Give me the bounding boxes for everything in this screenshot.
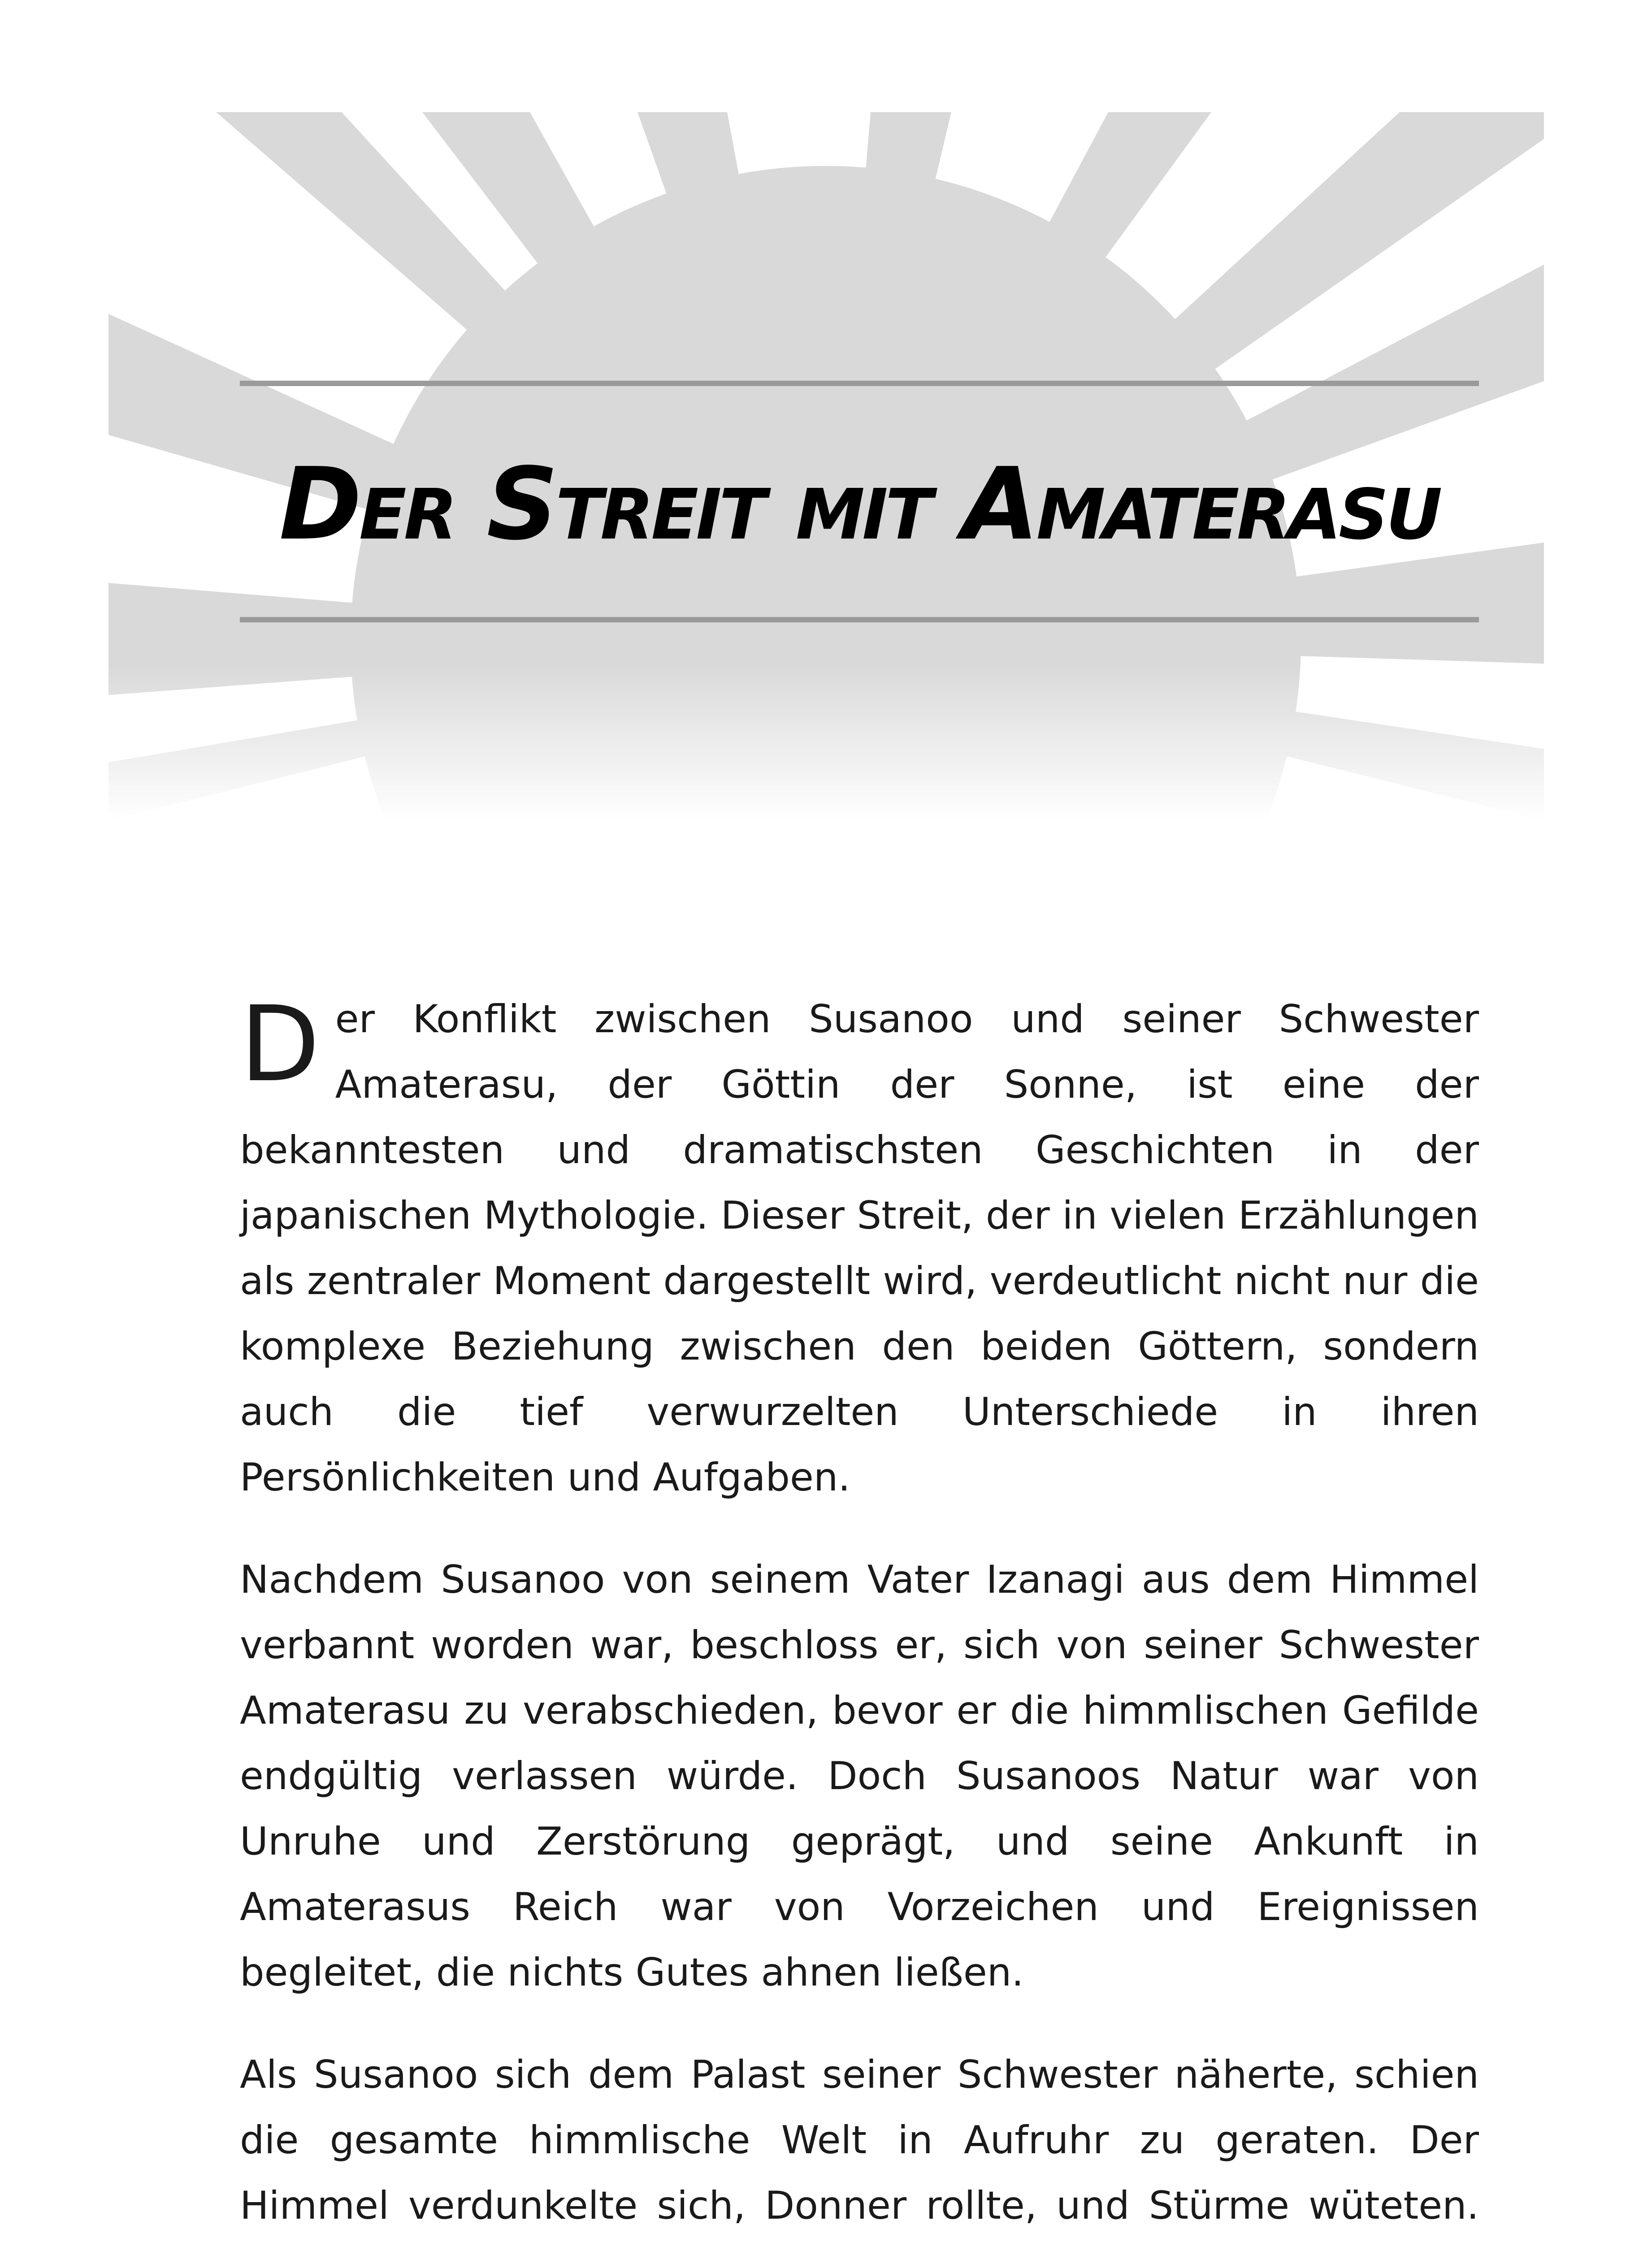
chapter-title: Der Streit mit Amaterasu [279,447,1440,562]
title-rule-bottom [240,617,1479,622]
paragraph-2: Nachdem Susanoo von seinem Vater Izanagi aus dem Himmel verbannt worden war, beschloss er, sich von seiner Schwester Amaterasu zu verabschieden, bevor er die himmlischen Gefilde endgültig verlassen würde. Doch Susanoos Natur war von Unruhe und Zerstörung geprägt, und seine Ankunft in Amaterasus Reich war von Vorzeichen und Ereignissen begleitet, die nichts Gutes ahnen ließen. [240,1557,1479,1995]
chapter-body [240,986,1479,2242]
paragraph-1 [240,986,1479,1510]
title-rule-top [240,381,1479,386]
paragraph-1-text: er Konflikt zwischen Susanoo und seiner Schwester Amaterasu, der Göttin der Sonne, ist eine der bekanntesten und dramatischsten Geschichten in der japanischen Mythologie. Dieser Streit, der in vielen Erzählungen als zentraler Moment dargestellt wird, verdeutlicht nicht nur die komplexe Beziehung zwischen den beiden Göttern, sondern auch die tief verwurzelten Unterschiede in ihren Persönlichkeiten und Aufgaben. [240,997,1479,1500]
drop-cap: D [240,984,320,1105]
paragraph-3: Als Susanoo sich dem Palast seiner Schwester näherte, schien die gesamte himmlische Welt in Aufruhr zu geraten. Der Himmel verdunkelte sich, Donner rollte, und Stürme wüteten. [240,2052,1479,2228]
